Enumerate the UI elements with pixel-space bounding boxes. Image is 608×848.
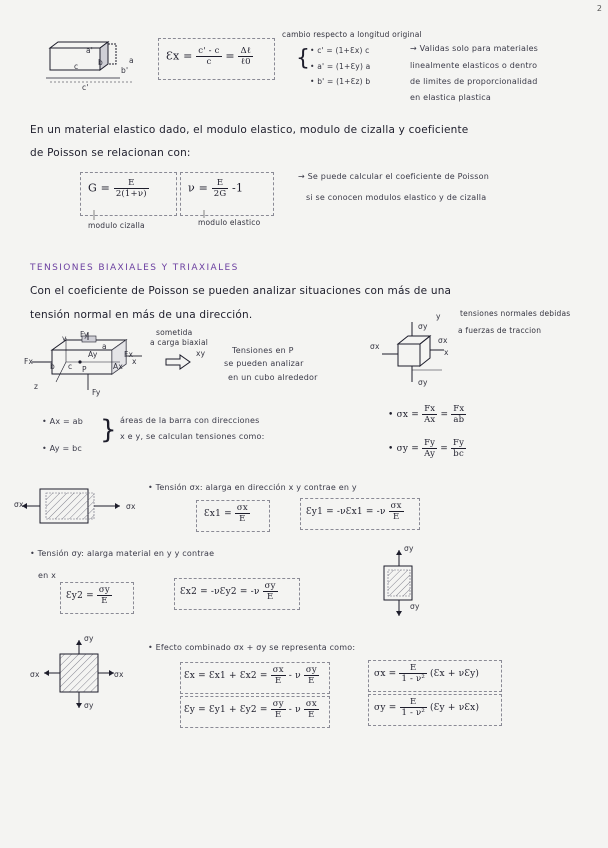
- strain-f1-den: c: [206, 57, 212, 67]
- combined-ex-n2: σy: [305, 665, 317, 675]
- tension-y-eq2-den: E: [266, 592, 274, 602]
- submitted-note-3: xy: [196, 349, 206, 358]
- submitted-note-2: a carga biaxial: [150, 338, 209, 347]
- poisson-num: E: [212, 178, 229, 189]
- submitted-note-1: sometida: [156, 328, 193, 337]
- hollow-arrow-icon: [166, 354, 192, 370]
- combined-label-sigma-y-bottom: σy: [84, 701, 94, 710]
- sigma-x-d1: Ax: [424, 415, 436, 425]
- combined-ey-formula: [184, 699, 319, 720]
- combined-ex-d1: E: [275, 676, 282, 686]
- stress-cube-sketch: [372, 320, 452, 390]
- relation-c: • c' = (1+Ɛx) c: [310, 46, 370, 55]
- sigma-y-d1: Ay: [424, 449, 436, 459]
- cube-label-sigma-x-right: σx: [438, 336, 448, 345]
- relation-a: • a' = (1+Ɛy) a: [310, 62, 371, 71]
- relations-brace: {: [296, 46, 311, 71]
- combined-text: • Efecto combinado σx + σy se representa como:: [148, 643, 356, 652]
- sigma-x-d2: ab: [453, 415, 465, 425]
- combined-ex-formula: [184, 665, 319, 686]
- combined-ey-n1: σy: [272, 699, 284, 709]
- tension-y-eq2: [180, 581, 278, 602]
- tension-y-text-2: en x: [38, 571, 57, 580]
- combined-sx-lhs: σx =: [374, 669, 397, 679]
- tension-y-eq1: [66, 585, 112, 606]
- validity-line-4: en elastica plastica: [410, 93, 491, 102]
- combined-sx-tail: (Ɛx + νƐy): [430, 669, 480, 679]
- combined-label-sigma-x-right: σx: [114, 670, 124, 679]
- tension-x-block-sketch: [16, 487, 136, 527]
- force-label-fy-top: Fy: [80, 330, 89, 339]
- analysis-note-1: Tensiones en P: [232, 346, 294, 355]
- tension-x-eq1-den: E: [239, 514, 246, 524]
- combined-ey-d1: E: [275, 710, 282, 720]
- axis-label-y: y: [62, 334, 67, 343]
- cube-label-sigma-x-left: σx: [370, 342, 380, 351]
- section-heading: TENSIONES BIAXIALES Y TRIAXIALES: [30, 263, 239, 273]
- strain-f2-num: Δℓ: [240, 46, 252, 56]
- relation-b: • b' = (1+Ɛz) b: [310, 77, 371, 86]
- force-label-fx-right: Fx: [124, 350, 134, 359]
- analysis-note-2: se pueden analizar: [224, 359, 304, 368]
- strain-f2-den: ℓ0: [240, 57, 251, 67]
- combined-sy-num: E: [400, 697, 427, 708]
- tension-y-eq1-den: E: [101, 596, 108, 606]
- normal-tension-note-2: a fuerzas de traccion: [458, 326, 542, 335]
- intro-line-1: En un material elastico dado, el modulo elastico, modulo de cizalla y coeficiente: [30, 124, 469, 136]
- sigma-y-n2: Fy: [453, 438, 465, 448]
- combined-sy-tail: (Ɛy + νƐx): [430, 703, 480, 713]
- poisson-formula: [188, 178, 243, 199]
- combined-block-sketch: [40, 636, 120, 712]
- area-ay-definition: • Ay = bc: [42, 444, 82, 453]
- area-ax-definition: • Ax = ab: [42, 417, 84, 426]
- tension-x-text: • Tensión σx: alarga en dirección x y contrae en y: [148, 483, 357, 492]
- strain-f1-num: c' - c: [198, 46, 220, 56]
- tension-x-eq2-den: E: [392, 512, 400, 522]
- areas-text-1: áreas de la barra con direcciones: [120, 416, 260, 425]
- tension-x-eq2-num: σx: [390, 501, 402, 511]
- calc-note-line-1: → Se puede calcular el coeficiente de Poisson: [298, 172, 490, 181]
- force-label-fx-left: Fx: [24, 357, 34, 366]
- combined-ey-lhs: Ɛy = Ɛy1 + Ɛy2 =: [184, 705, 268, 715]
- tension-y-eq1-lhs: Ɛy2 =: [66, 591, 94, 601]
- tension-y-text-1: • Tensión σy: alarga material en y y contrae: [30, 549, 215, 558]
- shear-den: 2(1+ν): [115, 189, 147, 199]
- section-line-2: tensión normal en más de una dirección.: [30, 309, 253, 321]
- sigma-x-lhs: • σx =: [388, 410, 419, 420]
- section-line-1: Con el coeficiente de Poisson se pueden analizar situaciones con más de una: [30, 285, 452, 297]
- combined-ex-lhs: Ɛx = Ɛx1 + Ɛx2 =: [184, 671, 268, 681]
- tension-y-eq2-lhs: Ɛx2 = -νƐy2 = -ν: [180, 587, 260, 597]
- sigma-y-n1: Fy: [424, 438, 436, 448]
- combined-ex-n1: σx: [272, 665, 284, 675]
- combined-ex-d2: E: [308, 676, 315, 686]
- tension-x-label-left: σx: [14, 500, 24, 509]
- combined-sx-formula: [374, 663, 479, 684]
- shear-num: E: [114, 178, 149, 189]
- poisson-tail: -1: [232, 181, 244, 195]
- cube-axis-x: x: [444, 348, 449, 357]
- area-label-ax: Ax: [113, 362, 123, 371]
- cube-label-sigma-y-bottom: σy: [418, 378, 428, 387]
- combined-ey-mid: - ν: [288, 705, 301, 715]
- bar-label-b-prime: b': [121, 66, 129, 75]
- tension-x-eq1: [204, 503, 250, 524]
- tension-x-eq1-lhs: Ɛx1 =: [204, 509, 232, 519]
- combined-sx-den: 1 - ν²: [401, 674, 425, 684]
- sigma-y-d2: bc: [453, 449, 464, 459]
- area-label-ay: Ay: [88, 350, 98, 359]
- tension-y-eq1-num: σy: [98, 585, 110, 595]
- axis-label-x: x: [132, 357, 137, 366]
- tension-x-eq2-lhs: Ɛy1 = -νƐx1 = -ν: [306, 507, 386, 517]
- combined-sy-lhs: σy =: [374, 703, 397, 713]
- force-label-fy-bottom: Fy: [92, 388, 101, 397]
- dim-label-c: c: [68, 362, 73, 371]
- combined-label-sigma-y-top: σy: [84, 634, 94, 643]
- sigma-y-lhs: • σy =: [388, 444, 419, 454]
- combined-sy-formula: [374, 697, 479, 718]
- sigma-x-n2: Fx: [453, 404, 465, 414]
- combined-ex-mid: - ν: [288, 671, 301, 681]
- sigma-y-formula: • σy = $\frac{Fy}{Ay}$ = $\frac{Fy}{bc}$: [388, 438, 465, 459]
- tension-y-label-bottom: σy: [410, 602, 420, 611]
- sigma-x-n1: Fx: [422, 404, 437, 415]
- bar-label-a: a: [129, 56, 134, 65]
- shear-modulus-formula: [88, 178, 149, 199]
- bar-label-c: c: [74, 62, 79, 71]
- combined-ey-d2: E: [308, 710, 315, 720]
- combined-sy-den: 1 - ν²: [401, 708, 425, 718]
- change-note: cambio respecto a longitud original: [282, 30, 422, 39]
- intro-line-2: de Poisson se relacionan con:: [30, 147, 191, 159]
- tension-y-eq2-num: σy: [264, 581, 276, 591]
- dim-label-b: b: [50, 362, 55, 371]
- page-number: 2: [596, 4, 602, 13]
- cube-label-sigma-y-top: σy: [418, 322, 428, 331]
- poisson-lhs: ν =: [188, 181, 209, 195]
- analysis-note-3: en un cubo alrededor: [228, 373, 318, 382]
- combined-ey-n2: σx: [305, 699, 317, 709]
- combined-label-sigma-x-left: σx: [30, 670, 40, 679]
- biaxial-block-sketch: [30, 332, 150, 402]
- areas-text-2: x e y, se calculan tensiones como:: [120, 432, 265, 441]
- axis-label-z: z: [34, 382, 39, 391]
- tension-x-eq2: [306, 501, 404, 522]
- tension-x-eq1-num: σx: [236, 503, 248, 513]
- shear-lhs: G =: [88, 181, 111, 195]
- dim-label-a: a: [102, 342, 107, 351]
- point-label-p: P: [82, 365, 87, 374]
- tension-y-label-top: σy: [404, 544, 414, 553]
- sigma-x-formula: • σx = $\frac{Fx}{Ax}$ = $\frac{Fx}{ab}$: [388, 404, 465, 425]
- strain-formula: Ɛx = $\frac{c' - c}{c}$ = $\frac{\text{Δℓ}}{\text{ℓ0}}$: [166, 46, 252, 67]
- validity-line-3: de limites de proporcionalidad: [410, 77, 538, 86]
- strain-lhs: Ɛx =: [166, 49, 193, 63]
- validity-line-2: linealmente elasticos o dentro: [410, 61, 538, 70]
- normal-tension-note-1: tensiones normales debidas: [460, 309, 571, 318]
- cube-axis-y: y: [436, 312, 441, 321]
- bar-label-a-prime: a': [86, 46, 94, 55]
- calc-note-line-2: si se conocen modulos elastico y de cizalla: [306, 193, 487, 202]
- validity-line-1: → Validas solo para materiales: [410, 44, 539, 53]
- areas-brace: }: [100, 415, 117, 445]
- poisson-den: 2G: [213, 189, 227, 199]
- bar-label-b: b: [98, 58, 103, 67]
- label-elastic-modulus: modulo elastico: [198, 218, 261, 227]
- bar-label-c-prime: c': [82, 83, 89, 92]
- combined-sx-num: E: [399, 663, 426, 674]
- label-shear-modulus: modulo cizalla: [88, 221, 145, 230]
- tension-x-label-right: σx: [126, 502, 136, 511]
